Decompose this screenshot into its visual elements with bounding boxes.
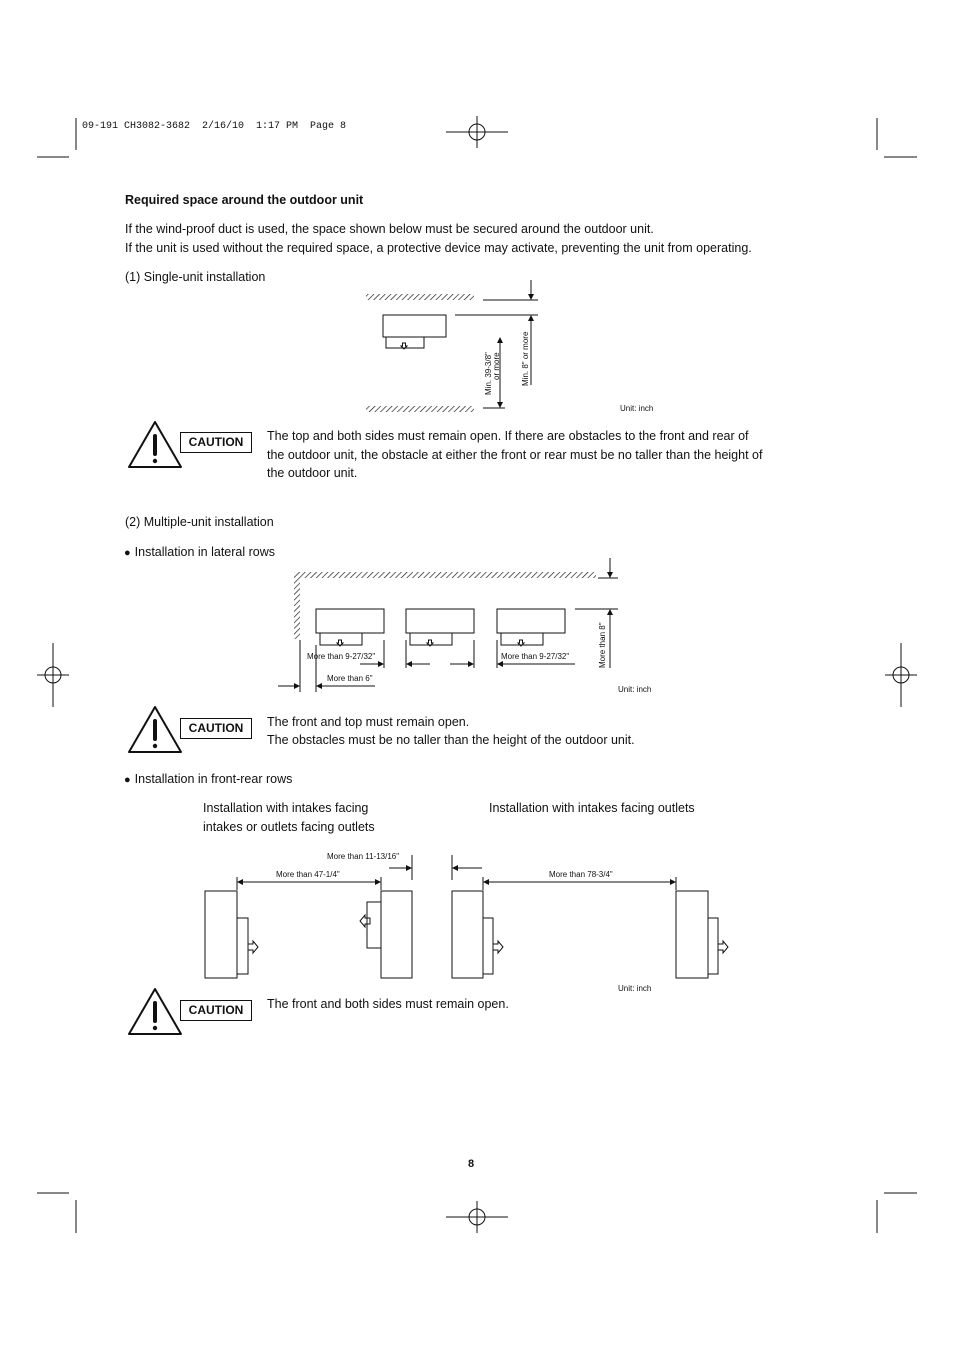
intro-line-1: If the wind-proof duct is used, the space shown below must be secured around the outdoor unit. bbox=[125, 222, 654, 236]
front-rear-right-heading: Installation with intakes facing outlets bbox=[489, 801, 695, 815]
front-rear-unit-note: Unit: inch bbox=[618, 984, 652, 993]
caution-text-2-line-1: The front and top must remain open. bbox=[267, 715, 470, 729]
lateral-unit-note: Unit: inch bbox=[618, 685, 652, 694]
lateral-top-gap-label: More than 8" bbox=[598, 622, 607, 668]
front-rear-gap-label: More than 11-13/16" bbox=[327, 852, 400, 861]
lateral-side-gap-label: More than 6" bbox=[327, 674, 373, 683]
caution-triangle-1 bbox=[129, 422, 181, 467]
multiple-unit-heading: (2) Multiple-unit installation bbox=[125, 515, 274, 529]
page-title: Required space around the outdoor unit bbox=[125, 193, 364, 207]
caution-triangle-3 bbox=[129, 989, 181, 1034]
single-top-label: Min. 8" or more bbox=[521, 331, 530, 386]
single-unit-note: Unit: inch bbox=[620, 404, 654, 413]
lateral-rows-bullet: ● Installation in lateral rows bbox=[124, 543, 275, 563]
caution-badge-2: CAUTION bbox=[180, 718, 252, 739]
caution-badge-1: CAUTION bbox=[180, 432, 252, 453]
lateral-left-gap-label: More than 9-27/32" bbox=[307, 652, 376, 661]
single-front-label-1: Min. 39-3/8" bbox=[484, 352, 493, 395]
page-number: 8 bbox=[468, 1158, 475, 1170]
single-unit-heading: (1) Single-unit installation bbox=[125, 270, 266, 284]
front-rear-bullet: ● Installation in front-rear rows bbox=[124, 770, 292, 790]
caution-text-2-line-2: The obstacles must be no taller than the height of the outdoor unit. bbox=[267, 733, 635, 747]
lateral-rows-diagram bbox=[278, 558, 618, 692]
print-slug: 09-191 CH3082-3682 2/16/10 1:17 PM Page 8 bbox=[82, 121, 347, 132]
caution-text-1-line-2: the outdoor unit, the obstacle at either the front or rear must be no taller than the height of bbox=[267, 448, 763, 462]
lateral-right-gap-label: More than 9-27/32" bbox=[501, 652, 570, 661]
caution-triangle-2 bbox=[129, 707, 181, 752]
caution-text-1-line-3: the outdoor unit. bbox=[267, 466, 358, 480]
intro-line-2: If the unit is used without the required space, a protective device may activate, preventing the unit from operating. bbox=[125, 241, 752, 255]
front-rear-left-dim-label: More than 47-1/4" bbox=[276, 870, 340, 879]
caution-text-1-line-1: The top and both sides must remain open. If there are obstacles to the front and rear of bbox=[267, 429, 749, 443]
front-rear-left-heading-2: intakes or outlets facing outlets bbox=[203, 820, 375, 834]
single-unit-diagram bbox=[366, 280, 538, 412]
caution-text-3-line-1: The front and both sides must remain open. bbox=[267, 997, 509, 1011]
single-front-label-2: or more bbox=[492, 352, 501, 380]
caution-badge-3: CAUTION bbox=[180, 1000, 252, 1021]
front-rear-left-heading-1: Installation with intakes facing bbox=[203, 801, 369, 815]
front-rear-right-dim-label: More than 78-3/4" bbox=[549, 870, 613, 879]
